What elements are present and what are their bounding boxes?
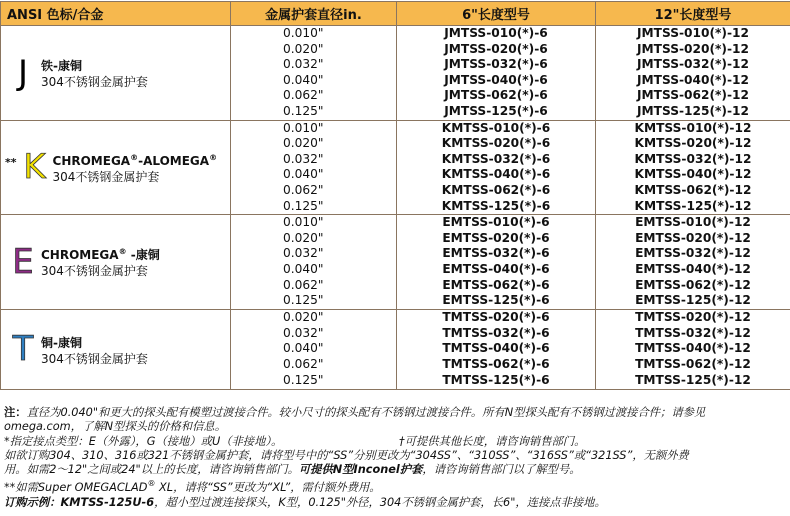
- model-12in-number: EMTSS-020(*)-12: [635, 230, 751, 245]
- model-12in-number: EMTSS-010(*)-12: [635, 215, 751, 230]
- note-3-text-bold: 可提供N型Inconel护套: [298, 463, 423, 477]
- diameter-value: 0.062": [283, 277, 324, 292]
- note-4-line: [4, 477, 786, 495]
- note-4-text-b: XL，请将“SS”更改为“XL”，需付额外费用。: [155, 481, 381, 495]
- model-12in-number: TMTSS-125(*)-12: [635, 372, 751, 387]
- model-12in-number: EMTSS-040(*)-12: [635, 261, 751, 276]
- alloy-description: [41, 332, 148, 367]
- order-example-label: 订购示例：: [4, 495, 61, 509]
- diameter-value: 0.032": [283, 57, 324, 72]
- ansi-alloy-cell: [1, 120, 231, 215]
- sheath-diameter-cell: [231, 215, 397, 310]
- header-ansi-alloy: ANSI 色标/合金: [1, 2, 231, 26]
- sheath-material: 304不锈钢金属护套: [41, 264, 148, 279]
- model-6in-number: KMTSS-032(*)-6: [441, 151, 551, 166]
- note-2-line: [4, 435, 786, 449]
- diameter-value: 0.040": [283, 167, 324, 182]
- model-12in-number: KMTSS-062(*)-12: [634, 182, 752, 197]
- diameter-value: 0.020": [283, 230, 324, 245]
- model-12in-number: JMTSS-062(*)-12: [636, 88, 749, 103]
- note-3-text-end: ，请咨询销售部门以了解型号。: [422, 463, 581, 477]
- table-header-row: [1, 2, 790, 26]
- alloy-name-text: 铜-康铜: [41, 335, 82, 350]
- diameter-value: 0.020": [283, 41, 324, 56]
- table-body: [1, 26, 790, 390]
- sheath-material: 304不锈钢金属护套: [41, 75, 148, 90]
- model-6in-cell: [397, 120, 596, 215]
- model-12in-number: EMTSS-032(*)-12: [635, 246, 751, 261]
- spec-table: [0, 1, 790, 390]
- diameter-value: 0.020": [283, 310, 324, 325]
- header-sheath-diameter: 金属护套直径in.: [231, 2, 397, 26]
- diameter-value: 0.125": [283, 293, 324, 308]
- note-label: 注：: [4, 406, 27, 419]
- alloy-description: [41, 55, 148, 90]
- alloy-name-rest: -ALOMEGA: [138, 153, 210, 168]
- model-12in-number: JMTSS-040(*)-12: [636, 72, 749, 87]
- diameter-value: 0.032": [283, 246, 324, 261]
- model-6in-number: TMTSS-040(*)-6: [442, 341, 550, 356]
- diameter-value: 0.062": [283, 88, 324, 103]
- sheath-diameter-cell: [231, 309, 397, 389]
- alloy-name: [53, 150, 218, 169]
- note-1-text-a: 直径为0.040"和更大的探头配有模塑过渡接合件。较小尺寸的探头配有不锈钢过渡接合件。所有N型探头配有不锈钢过渡接合件；请参见: [26, 406, 706, 419]
- sheath-diameter-cell: [231, 26, 397, 121]
- alloy-name: [41, 55, 148, 74]
- model-6in-number: JMTSS-010(*)-6: [444, 26, 548, 40]
- sheath-material: 304不锈钢金属护套: [52, 169, 160, 184]
- model-6in-number: EMTSS-032(*)-6: [442, 246, 550, 261]
- diameter-value: 0.032": [283, 325, 324, 340]
- model-12in-number: KMTSS-020(*)-12: [634, 136, 752, 151]
- diameter-value: 0.062": [283, 356, 324, 371]
- model-6in-number: TMTSS-020(*)-6: [442, 310, 550, 325]
- model-6in-number: EMTSS-062(*)-6: [442, 277, 550, 292]
- alloy-description: [41, 244, 160, 279]
- model-12in-cell: [596, 120, 790, 215]
- sheath-material: 304不锈钢金属护套: [41, 351, 148, 366]
- ansi-color-code-letter: T: [12, 329, 34, 370]
- diameter-value: 0.125": [283, 103, 324, 118]
- model-6in-number: KMTSS-062(*)-6: [441, 182, 551, 197]
- table-row: [1, 26, 790, 121]
- model-6in-number: EMTSS-020(*)-6: [442, 230, 550, 245]
- note-3-text-normal: 用。如需2～12"之间或24"以上的长度，请咨询销售部门。: [4, 463, 299, 477]
- registered-mark: ®: [130, 152, 139, 162]
- footnotes: [4, 406, 786, 510]
- note-4-text-a: **如需Super OMEGACLAD: [4, 481, 148, 495]
- model-12in-number: JMTSS-020(*)-12: [636, 41, 749, 56]
- note-1-line-2: omega.com，了解N型探头的价格和信息。: [4, 420, 226, 434]
- model-12in-number: EMTSS-062(*)-12: [635, 277, 751, 292]
- model-6in-number: JMTSS-040(*)-6: [444, 72, 548, 87]
- diameter-value: 0.010": [283, 120, 324, 135]
- order-example-model: KMTSS-125U-6: [60, 495, 155, 509]
- ansi-alloy-cell: [1, 215, 231, 310]
- model-12in-cell: [596, 215, 790, 310]
- model-12in-number: KMTSS-032(*)-12: [634, 151, 752, 166]
- registered-mark-2: ®: [209, 152, 218, 162]
- model-6in-number: EMTSS-040(*)-6: [442, 261, 550, 276]
- ansi-color-code-letter: K: [23, 147, 46, 188]
- alloy-name: [41, 244, 160, 263]
- model-6in-number: KMTSS-010(*)-6: [441, 120, 551, 135]
- note-3-line-1: 如欲订购304、310、316或321不锈钢金属护套，请将型号中的“SS”分别更改为“304SS”、“310SS”、“316SS”或“321SS”，无额外费: [4, 448, 689, 462]
- alloy-name: [41, 332, 148, 351]
- ansi-color-code-letter: J: [17, 52, 29, 93]
- double-asterisk-mark: **: [5, 155, 17, 169]
- model-6in-number: KMTSS-040(*)-6: [441, 167, 551, 182]
- table-row: [1, 309, 790, 389]
- model-6in-number: KMTSS-020(*)-6: [441, 136, 551, 151]
- diameter-value: 0.062": [283, 182, 324, 197]
- diameter-value: 0.040": [283, 261, 324, 276]
- model-12in-cell: [596, 309, 790, 389]
- model-12in-number: TMTSS-040(*)-12: [635, 341, 751, 356]
- order-example-line: [4, 496, 786, 510]
- diameter-value: 0.125": [283, 198, 324, 213]
- model-6in-number: KMTSS-125(*)-6: [441, 198, 551, 213]
- model-12in-number: TMTSS-020(*)-12: [635, 310, 751, 325]
- sheath-diameter-cell: [231, 120, 397, 215]
- header-12in-model: 12"长度型号: [596, 2, 790, 26]
- model-6in-number: EMTSS-125(*)-6: [442, 293, 550, 308]
- model-6in-cell: [397, 215, 596, 310]
- order-example-text: ，超小型过渡连接探头，K型，0.125"外径，304不锈钢金属护套，长6"，连接点非接地。: [154, 495, 606, 509]
- model-6in-number: TMTSS-125(*)-6: [442, 372, 550, 387]
- model-6in-number: EMTSS-010(*)-6: [442, 215, 550, 230]
- table-row: [1, 215, 790, 310]
- diameter-value: 0.010": [283, 26, 324, 40]
- alloy-name-text: CHROMEGA: [52, 153, 131, 168]
- note-1-line-1: [4, 406, 786, 420]
- note-other-lengths: †可提供其他长度，请咨询销售部门。: [399, 434, 586, 448]
- diameter-value: 0.040": [283, 72, 324, 87]
- ansi-alloy-cell: [1, 309, 231, 389]
- model-6in-number: TMTSS-062(*)-6: [442, 356, 550, 371]
- alloy-name-text: 铁-康铜: [41, 59, 82, 74]
- ansi-color-code-letter: E: [12, 241, 34, 282]
- diameter-value: 0.032": [283, 151, 324, 166]
- alloy-name-rest: -康铜: [126, 248, 160, 263]
- note-4-registered: ®: [147, 479, 156, 489]
- alloy-name-text: CHROMEGA: [41, 248, 119, 263]
- model-6in-number: JMTSS-062(*)-6: [444, 88, 548, 103]
- model-6in-number: JMTSS-032(*)-6: [444, 57, 548, 72]
- model-12in-number: JMTSS-010(*)-12: [636, 26, 749, 40]
- model-12in-number: KMTSS-125(*)-12: [634, 198, 752, 213]
- model-12in-number: JMTSS-032(*)-12: [636, 57, 749, 72]
- alloy-description: [53, 150, 218, 185]
- registered-mark: ®: [118, 247, 127, 257]
- diameter-value: 0.040": [283, 341, 324, 356]
- model-12in-number: KMTSS-040(*)-12: [634, 167, 752, 182]
- table-row: [1, 120, 790, 215]
- model-6in-cell: [397, 309, 596, 389]
- diameter-value: 0.125": [283, 372, 324, 387]
- model-12in-cell: [596, 26, 790, 121]
- model-12in-number: TMTSS-062(*)-12: [635, 356, 751, 371]
- model-12in-number: TMTSS-032(*)-12: [635, 325, 751, 340]
- model-6in-number: JMTSS-125(*)-6: [444, 103, 548, 118]
- model-12in-number: KMTSS-010(*)-12: [634, 120, 752, 135]
- model-12in-number: EMTSS-125(*)-12: [635, 293, 751, 308]
- model-6in-cell: [397, 26, 596, 121]
- model-6in-number: JMTSS-020(*)-6: [444, 41, 548, 56]
- note-junction-type: *指定接点类型：E（外露），G（接地）或U（非接地）。: [4, 434, 283, 448]
- model-12in-number: JMTSS-125(*)-12: [636, 103, 749, 118]
- diameter-value: 0.020": [283, 136, 324, 151]
- diameter-value: 0.010": [283, 215, 324, 230]
- ansi-alloy-cell: [1, 26, 231, 121]
- model-6in-number: TMTSS-032(*)-6: [442, 325, 550, 340]
- note-3-line-2: [4, 463, 786, 477]
- header-6in-model: 6"长度型号: [397, 2, 596, 26]
